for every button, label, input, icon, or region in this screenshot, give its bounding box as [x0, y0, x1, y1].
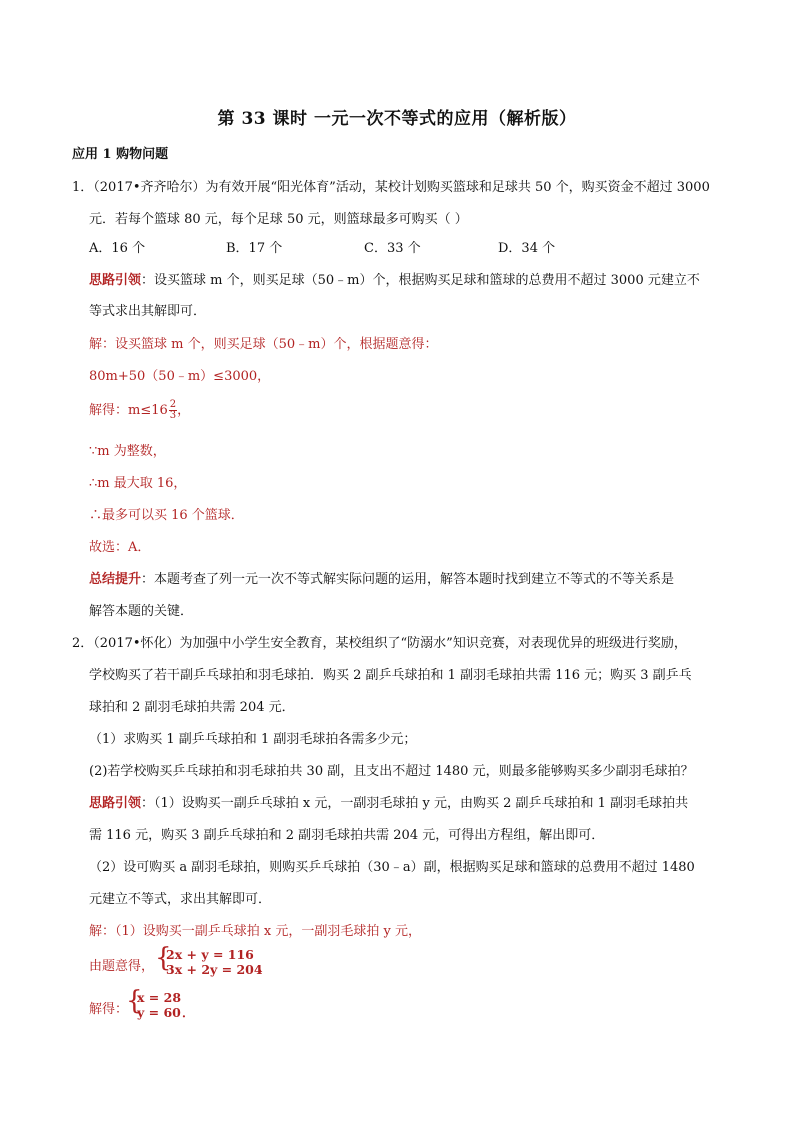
solution-x: x = 28 [137, 990, 182, 1005]
q1-answer: 故选：A． [89, 540, 151, 555]
q1-solution-line4: ∵m 为整数， [89, 444, 166, 459]
equation-system-comma: ， [258, 959, 271, 974]
q1-solution-line2: 80m+50（50﹣m）≤3000， [89, 369, 271, 384]
solution-y: y = 60 [137, 1005, 181, 1020]
q2-stem-line2: 学校购买了若干副乒乓球拍和羽毛球拍．购买 2 副乒乓球拍和 1 副羽毛球拍共需 116 元；购买 3 副乒乓 [89, 668, 692, 683]
equation-2: 3x + 2y = 204 [166, 962, 263, 977]
q2-hint-label: 思路引领 [89, 796, 142, 811]
q2-solution-result-label: 解得： [89, 1002, 129, 1017]
q2-hint-line1: 思路引领：（1）设购买一副乒乓球拍 x 元，一副羽毛球拍 y 元，由购买 2 副乒乓球拍和 1 副羽毛球拍共 [89, 796, 689, 811]
q2-hint-text: （1）设购买一副乒乓球拍 x 元，一副羽毛球拍 y 元，由购买 2 副乒乓球拍和 1 副羽毛球拍共 [154, 796, 689, 811]
q1-summary-label: 总结提升 [89, 572, 142, 587]
q1-hint-line2: 等式求出其解即可． [89, 304, 207, 319]
q1-solution-line5: ∴m 最大取 16， [89, 476, 187, 491]
q1-summary-text: 本题考查了列一元一次不等式解实际问题的运用，解答本题时找到建立不等式的不等关系是 [154, 572, 675, 587]
q2-hint-line3: （2）设可购买 a 副羽毛球拍，则购买乒乓球拍（30﹣a）副，根据购买足球和篮球的总费用不超过 1480 [89, 860, 695, 875]
q1-solution-comma: ， [177, 403, 191, 418]
q1-solution-line6: ∴最多可以买 16 个篮球． [89, 508, 244, 523]
q1-summary-line1: 总结提升：本题考查了列一元一次不等式解实际问题的运用，解答本题时找到建立不等式的不等关系是 [89, 572, 675, 587]
section-heading: 应用 1 购物问题 [72, 147, 169, 162]
q2-part1: （1）求购买 1 副乒乓球拍和 1 副羽毛球拍各需多少元； [89, 732, 417, 747]
q1-solution-inequality: 解得：m≤16 [89, 403, 168, 418]
q1-solution-line3 [89, 400, 190, 421]
q1-hint-label: 思路引领 [89, 273, 142, 288]
q2-hint-line4: 元建立不等式，求出其解即可． [89, 892, 272, 907]
solution-period: ． [182, 1005, 195, 1020]
q1-option-c: C．33 个 [364, 241, 421, 256]
q1-fraction-denominator: 3 [169, 410, 177, 421]
q1-solution-line1: 解：设买篮球 m 个，则买足球（50﹣m）个，根据题意得： [89, 337, 438, 352]
q1-stem-line1: 1．（2017•齐齐哈尔）为有效开展“阳光体育”活动，某校计划购买篮球和足球共 50 个，购买资金不超过 3000 [72, 180, 710, 195]
q1-hint-line1: 思路引领：设买篮球 m 个，则买足球（50﹣m）个，根据购买足球和篮球的总费用不超过 3000 元建立不 [89, 273, 700, 288]
q1-option-a: A．16 个 [89, 241, 146, 256]
page-title: 第 33 课时 一元一次不等式的应用（解析版） [217, 109, 577, 129]
q2-stem-line3: 球拍和 2 副羽毛球拍共需 204 元． [89, 700, 295, 715]
q1-summary-line2: 解答本题的关键． [89, 604, 194, 619]
q1-stem-line2: 元．若每个篮球 80 元，每个足球 50 元，则篮球最多可购买（ ） [89, 212, 468, 227]
equation-system-brace: { [155, 943, 172, 973]
q2-solution-line1: 解：（1）设购买一副乒乓球拍 x 元，一副羽毛球拍 y 元， [89, 924, 421, 939]
q1-fraction [169, 400, 177, 421]
q1-fraction-numerator: 2 [169, 399, 177, 410]
equation-1: 2x + y = 116 [166, 947, 254, 962]
q1-option-b: B．17 个 [226, 241, 283, 256]
q1-hint-text: 设买篮球 m 个，则买足球（50﹣m）个，根据购买足球和篮球的总费用不超过 3000 元建立不 [154, 273, 700, 288]
q2-part2: (2)若学校购买乒乓球拍和羽毛球拍共 30 副，且支出不超过 1480 元，则最多能够购买多少副羽毛球拍？ [89, 764, 694, 779]
q1-option-d: D．34 个 [498, 241, 556, 256]
q2-stem-line1: 2．（2017•怀化）为加强中小学生安全教育，某校组织了“防溺水”知识竞赛，对表现优异的班级进行奖励， [72, 636, 687, 651]
q2-solution-setup-label: 由题意得， [89, 959, 155, 974]
q2-hint-line2: 需 116 元，购买 3 副乒乓球拍和 2 副羽毛球拍共需 204 元，可得出方程组，解出即可． [89, 828, 605, 843]
solution-system-brace: { [126, 986, 143, 1016]
